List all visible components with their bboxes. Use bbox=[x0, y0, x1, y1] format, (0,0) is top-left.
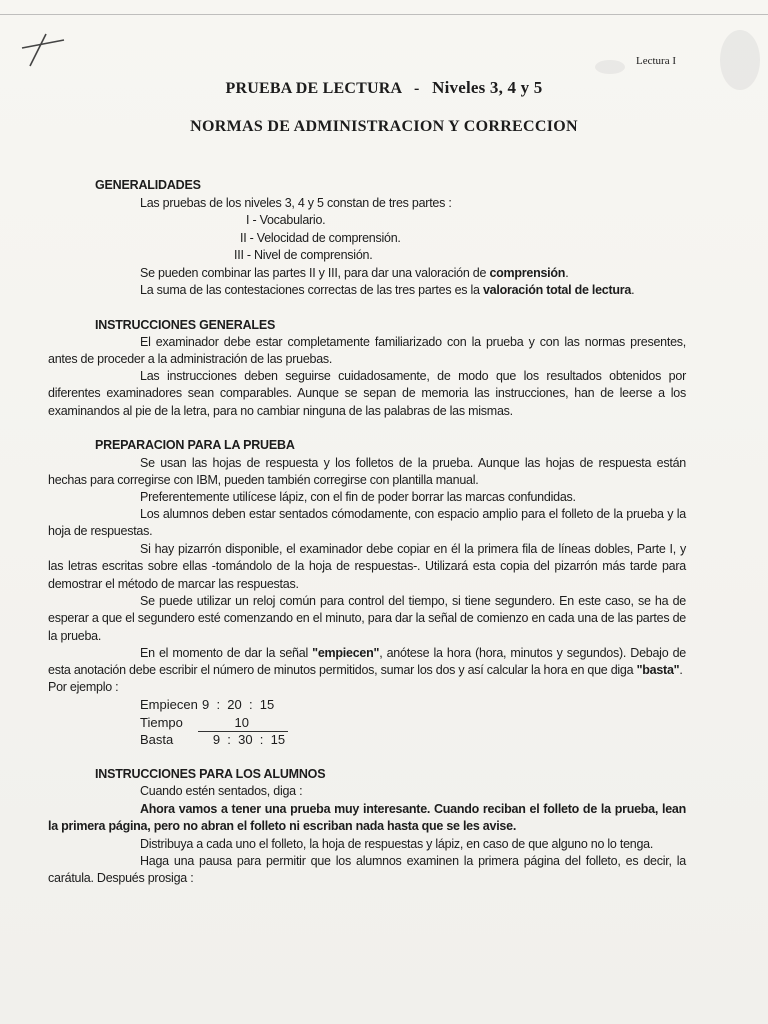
heading-instrucciones-generales: INSTRUCCIONES GENERALES bbox=[95, 318, 276, 332]
paragraph-text: . bbox=[679, 663, 683, 678]
paragraph-text: El examinador debe estar completamente familiarizado con la prueba y con las normas presentes, antes de proceder a la administración de las pruebas. bbox=[48, 335, 686, 367]
sum-text: La suma de las contestaciones correctas de las tres partes es la bbox=[140, 283, 483, 297]
paragraph bbox=[48, 334, 686, 369]
paragraph bbox=[48, 455, 686, 490]
paragraph-text: Distribuya a cada uno el folleto, la hoja de respuestas y lápiz, en caso de que alguno no lo tenga. bbox=[140, 837, 654, 851]
heading-preparacion: PREPARACION PARA LA PRUEBA bbox=[95, 438, 295, 452]
example-row-label: Basta bbox=[140, 732, 174, 747]
paragraph-bold: "empiecen" bbox=[312, 646, 380, 660]
paragraph-text: Las instrucciones deben seguirse cuidadosamente, de modo que los resultados obtenidos por diferentes examinadores sean comparables. Aunque se sepan de memoria las instrucciones, han de leerse a los examinandos al pie de la letra, para no cambiar ninguna de las palabras de las mismas. bbox=[48, 369, 686, 418]
title-levels: Niveles 3, 4 y 5 bbox=[432, 78, 543, 97]
heading-instrucciones-alumnos: INSTRUCCIONES PARA LOS ALUMNOS bbox=[95, 767, 326, 781]
paragraph-text: Haga una pausa para permitir que los alumnos examinen la primera página del folleto, es decir, la carátula. Después prosiga : bbox=[48, 854, 686, 886]
document-title bbox=[0, 78, 768, 98]
combine-text: Se pueden combinar las partes II y III, para dar una valoración de bbox=[140, 266, 490, 280]
example-row-empiecen bbox=[140, 697, 274, 712]
paragraph bbox=[48, 593, 686, 645]
paragraph bbox=[48, 836, 686, 853]
combine-end: . bbox=[565, 266, 569, 280]
example-label: Por ejemplo : bbox=[48, 680, 119, 694]
handwritten-slash-mark-icon bbox=[18, 22, 68, 72]
paragraph bbox=[48, 853, 686, 888]
paragraph-text: Se puede utilizar un reloj común para control del tiempo, si tiene segundero. En este caso, se ha de esperar a que el segundero esté comenzando en el minuto, para dar la señal de comienzo en cada una de las partes de la prueba. bbox=[48, 594, 686, 643]
example-row-value: 9 : 30 : 15 bbox=[202, 732, 286, 747]
example-row-label: Empiecen bbox=[140, 697, 198, 712]
paragraph bbox=[48, 645, 686, 680]
document-subtitle: NORMAS DE ADMINISTRACION Y CORRECCION bbox=[190, 118, 578, 135]
scan-smudge bbox=[595, 60, 625, 74]
scan-edge-line bbox=[0, 14, 768, 15]
paragraph-text: , anótese la hora (hora, minutos y segundos). Debajo de esta anotación debe escribir el número de minutos permitidos, sumar los dos y así calcular la hora en que diga bbox=[48, 646, 686, 678]
generalidades-part-2: II - Velocidad de comprensión. bbox=[240, 231, 401, 245]
generalidades-part-3: III - Nivel de comprensión. bbox=[234, 248, 373, 262]
paragraph bbox=[48, 368, 686, 420]
heading-generalidades: GENERALIDADES bbox=[95, 178, 201, 192]
generalidades-part-1: I - Vocabulario. bbox=[246, 213, 326, 227]
sum-bold: valoración total de lectura bbox=[482, 283, 632, 297]
paragraph bbox=[48, 506, 686, 541]
alumnos-p1: Cuando estén sentados, diga : bbox=[140, 784, 303, 798]
generalidades-intro: Las pruebas de los niveles 3, 4 y 5 constan de tres partes : bbox=[140, 196, 452, 210]
paragraph bbox=[48, 489, 686, 506]
paragraph-bold bbox=[48, 801, 686, 836]
example-row-value: 10 bbox=[202, 715, 249, 730]
paragraph-text: Preferentemente utilícese lápiz, con el fin de poder borrar las marcas confundidas. bbox=[140, 490, 576, 504]
paragraph bbox=[48, 541, 686, 593]
title-prefix: PRUEBA DE LECTURA - bbox=[225, 80, 433, 97]
generalidades-combine bbox=[140, 266, 568, 280]
paragraph-text: En el momento de dar la señal bbox=[140, 646, 313, 660]
combine-bold: comprensión bbox=[489, 266, 566, 280]
paragraph-text: Si hay pizarrón disponible, el examinador debe copiar en él la primera fila de líneas dobles, Parte I, y las letras escritas sobre ellas -tomándolo de la hoja de respuestas-. Utilizará esta copia del pizarrón más tarde para demostrar el método de marcar las respuestas. bbox=[48, 542, 686, 591]
sum-end: . bbox=[631, 283, 635, 297]
corner-label: Lectura I bbox=[636, 55, 676, 67]
example-row-tiempo bbox=[140, 715, 249, 730]
example-row-label: Tiempo bbox=[140, 715, 183, 730]
paragraph-text: Los alumnos deben estar sentados cómodamente, con espacio amplio para el folleto de la prueba y la hoja de respuestas. bbox=[48, 507, 686, 539]
paragraph-text: Se usan las hojas de respuesta y los folletos de la prueba. Aunque las hojas de respuesta están hechas para corregirse con IBM, pueden también corregirse con plantilla manual. bbox=[48, 456, 686, 488]
paragraph-bold: "basta" bbox=[636, 663, 680, 678]
example-row-basta bbox=[140, 732, 285, 747]
paragraph-text: Ahora vamos a tener una prueba muy interesante. Cuando reciban el folleto de la prueba, lean la primera página, pero no abran el folleto ni escriban nada hasta que se les avise. bbox=[48, 802, 686, 834]
generalidades-sum bbox=[140, 283, 634, 297]
example-row-value: 9 : 20 : 15 bbox=[202, 697, 275, 712]
